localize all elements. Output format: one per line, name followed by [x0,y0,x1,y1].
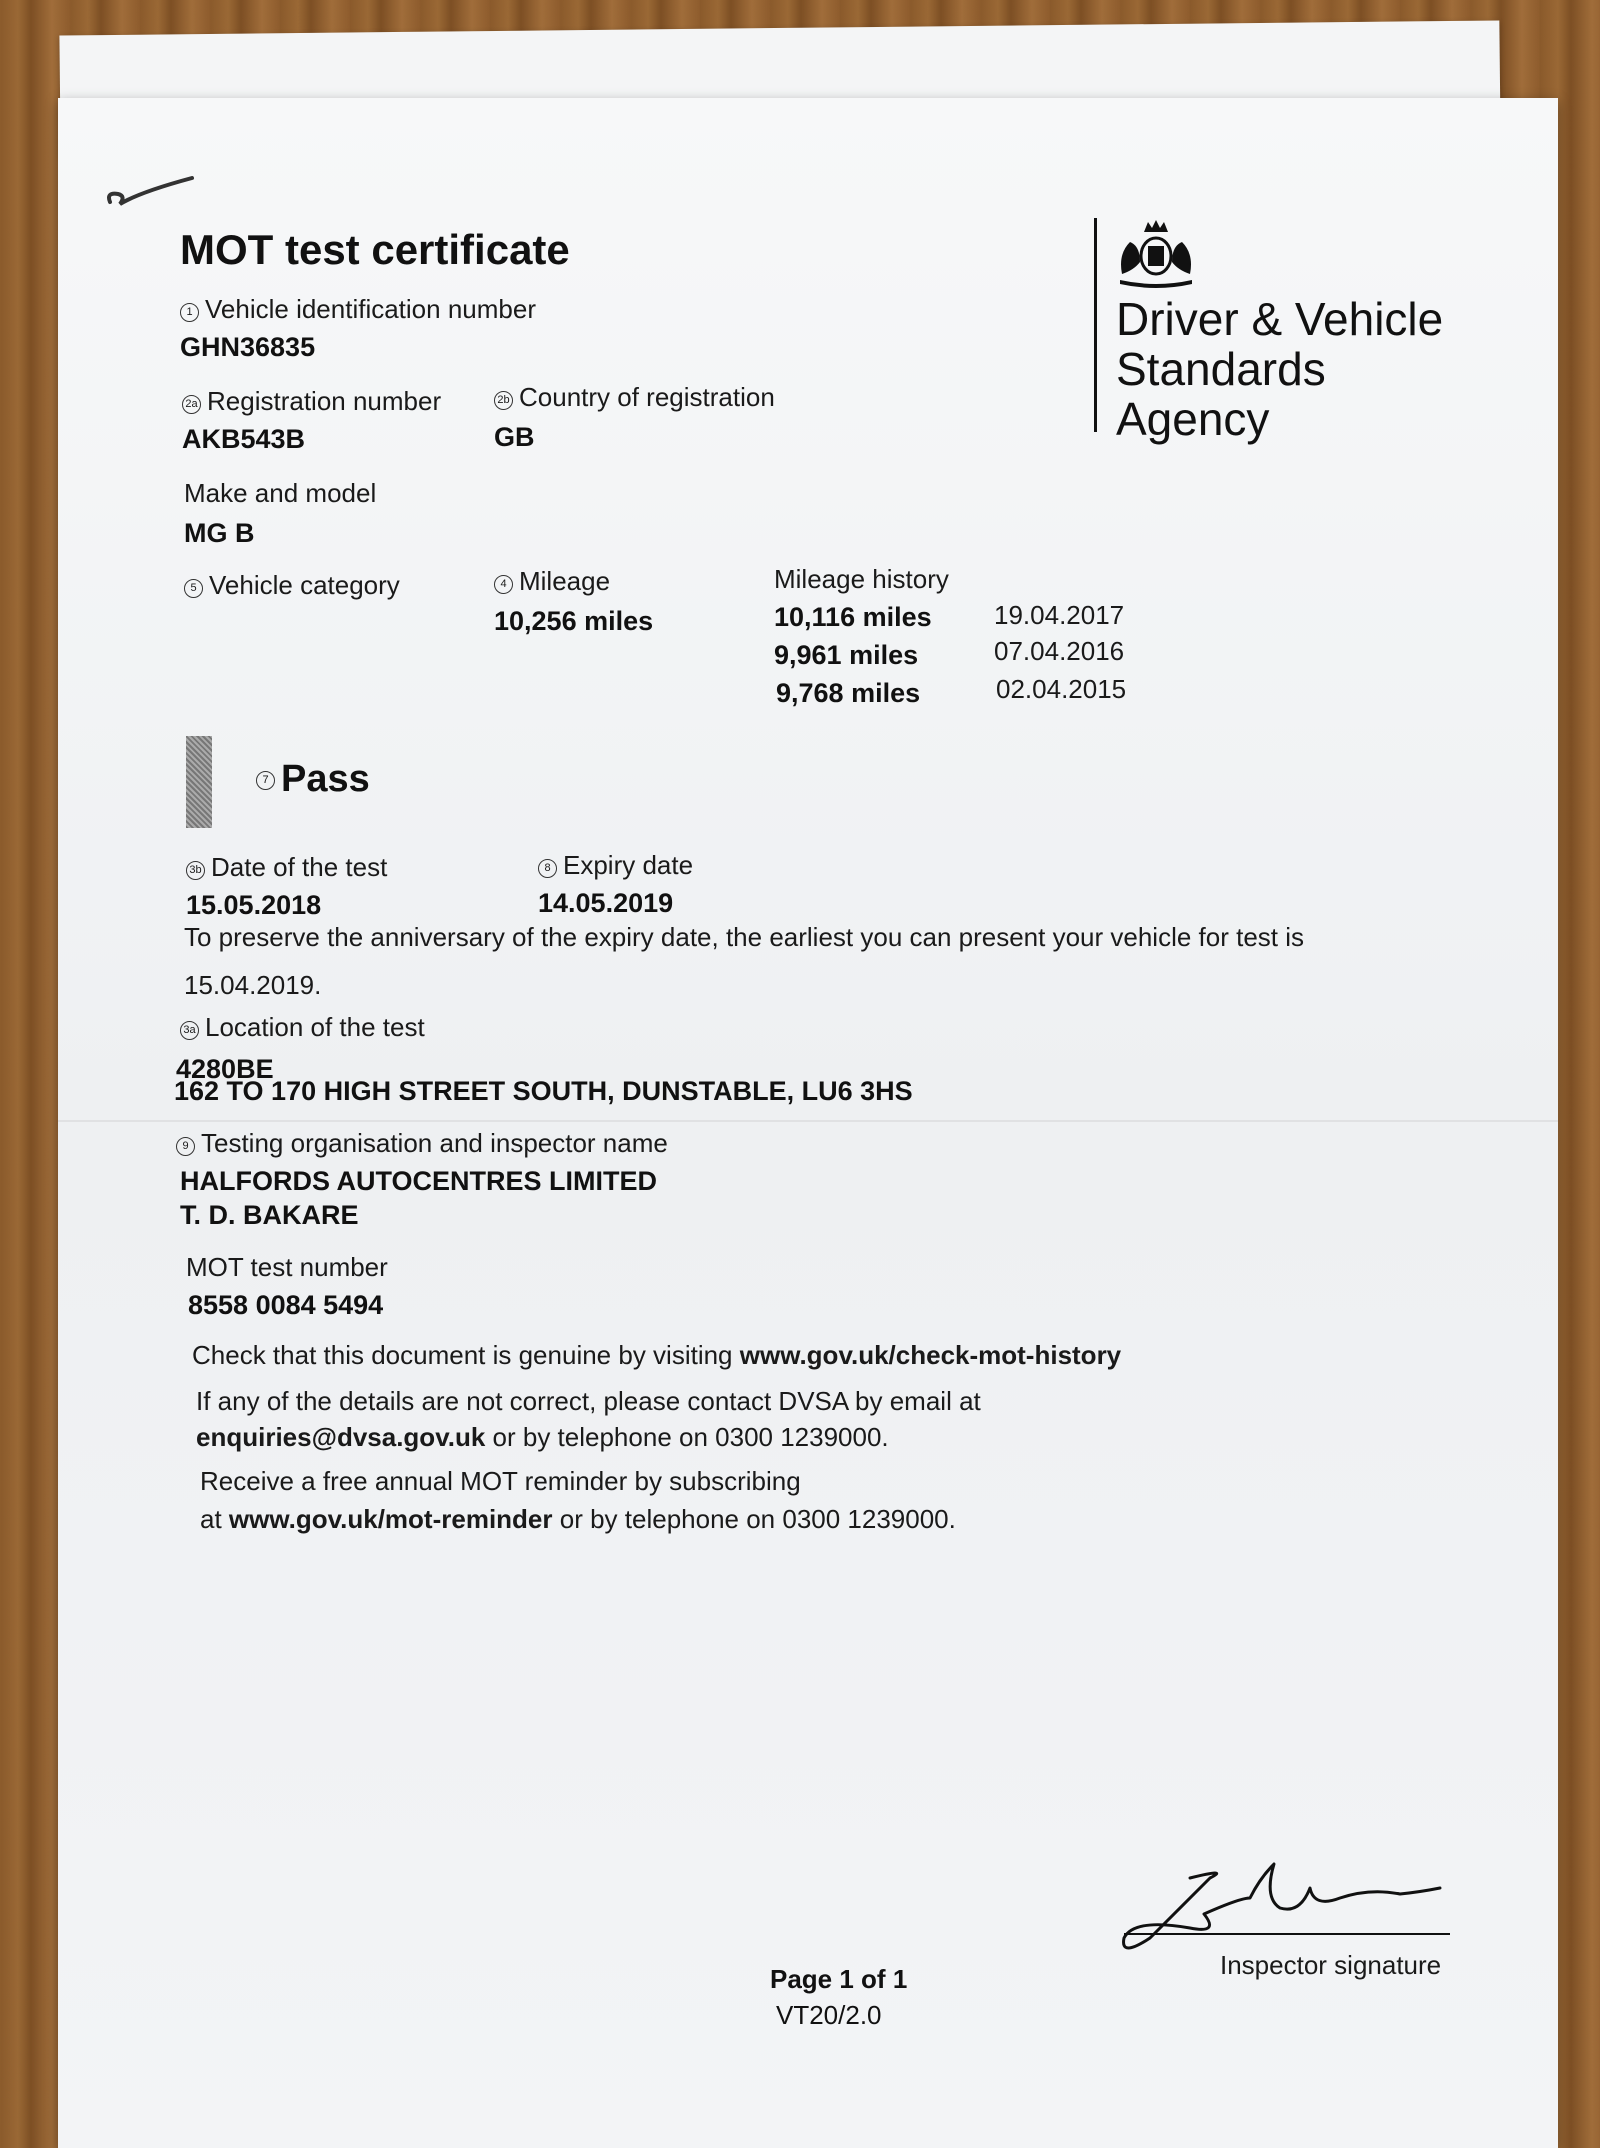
field-number: 3a [180,1021,199,1040]
mileage-history-label: Mileage history [774,564,949,594]
mileage-history-miles-2: 9,768 miles [776,678,921,708]
royal-crest-icon [1114,218,1198,288]
paper-fold [58,1120,1558,1122]
contact-phone-text: or by telephone on 0300 1239000. [492,1422,889,1452]
field-number: 9 [176,1137,195,1156]
organisation-name: HALFORDS AUTOCENTRES LIMITED [180,1166,657,1196]
signature-label: Inspector signature [1220,1950,1442,1980]
reminder-text-line-1: Receive a free annual MOT reminder by subscribing [200,1466,801,1496]
make-model-label: Make and model [184,478,377,508]
staple-mark [100,170,200,220]
field-number: 5 [184,579,203,598]
registration-label-text: Registration number [207,386,442,416]
agency-line-2: Standards [1116,343,1326,395]
location-label-text: Location of the test [205,1012,425,1042]
field-number: 1 [180,303,199,322]
field-number: 7 [256,771,275,790]
registration-value: AKB543B [182,424,306,454]
contact-text-line-2 [196,1418,889,1456]
reminder-at: at [200,1504,222,1534]
test-date-label-text: Date of the test [211,852,388,882]
mileage-value: 10,256 miles [494,606,654,636]
location-address: 162 TO 170 HIGH STREET SOUTH, DUNSTABLE, LU6 3HS [174,1076,913,1106]
organisation-label [176,1128,668,1159]
anniversary-note-line-2: 15.04.2019. [184,970,322,1000]
anniversary-note-line-1: To preserve the anniversary of the expiry date, the earliest you can present your vehicle for test is [184,922,1305,952]
country-value: GB [494,422,535,452]
agency-name [1116,294,1443,444]
field-number: 4 [494,575,513,594]
mileage-history-date-1: 07.04.2016 [994,636,1125,666]
page-number: Page 1 of 1 [770,1964,908,1994]
location-code: 4280BE [176,1054,274,1084]
test-number-value: 8558 0084 5494 [188,1290,384,1320]
country-label-text: Country of registration [519,382,775,412]
page-title: MOT test certificate [180,226,570,273]
vehicle-category-label [184,570,400,601]
form-code: VT20/2.0 [776,2000,882,2030]
mileage-label [494,566,610,597]
test-number-label: MOT test number [186,1252,388,1282]
mileage-history-date-0: 19.04.2017 [994,600,1125,630]
agency-divider [1094,218,1097,432]
test-date-label [186,852,387,883]
mileage-history-miles-0: 10,116 miles [774,602,932,632]
mileage-history-miles-1: 9,961 miles [774,640,919,670]
result-bar [186,736,212,828]
location-label [180,1012,425,1043]
reminder-text-line-2 [200,1500,956,1538]
check-genuine-prefix: Check that this document is genuine by visiting [192,1340,733,1370]
check-genuine-link: www.gov.uk/check-mot-history [739,1340,1122,1370]
field-number: 3b [186,861,205,880]
expiry-date-value: 14.05.2019 [538,888,674,918]
country-label [494,382,775,413]
expiry-date-label [538,850,693,881]
field-number: 8 [538,859,557,878]
expiry-date-label-text: Expiry date [563,850,694,880]
agency-line-1: Driver & Vehicle [1116,293,1444,345]
vin-label [180,294,536,325]
registration-label [182,386,441,417]
result-pass [256,758,370,801]
mileage-history-date-2: 02.04.2015 [996,674,1127,704]
field-number: 2b [494,391,513,410]
contact-text-line-1: If any of the details are not correct, please contact DVSA by email at [196,1386,981,1416]
mileage-label-text: Mileage [519,566,611,596]
reminder-phone-text: or by telephone on 0300 1239000. [559,1504,956,1534]
vin-value: GHN36835 [180,332,316,362]
vehicle-category-label-text: Vehicle category [209,570,400,600]
field-number: 2a [182,395,201,414]
make-model-value: MG B [184,518,255,548]
contact-email: enquiries@dvsa.gov.uk [196,1422,486,1452]
check-genuine-text [192,1336,1121,1374]
test-date-value: 15.05.2018 [186,890,322,920]
organisation-label-text: Testing organisation and inspector name [201,1128,668,1158]
reminder-link: www.gov.uk/mot-reminder [228,1504,553,1534]
result-label: Pass [281,758,370,800]
agency-line-3: Agency [1116,393,1270,445]
vin-label-text: Vehicle identification number [205,294,536,324]
inspector-name: T. D. BAKARE [180,1200,359,1230]
